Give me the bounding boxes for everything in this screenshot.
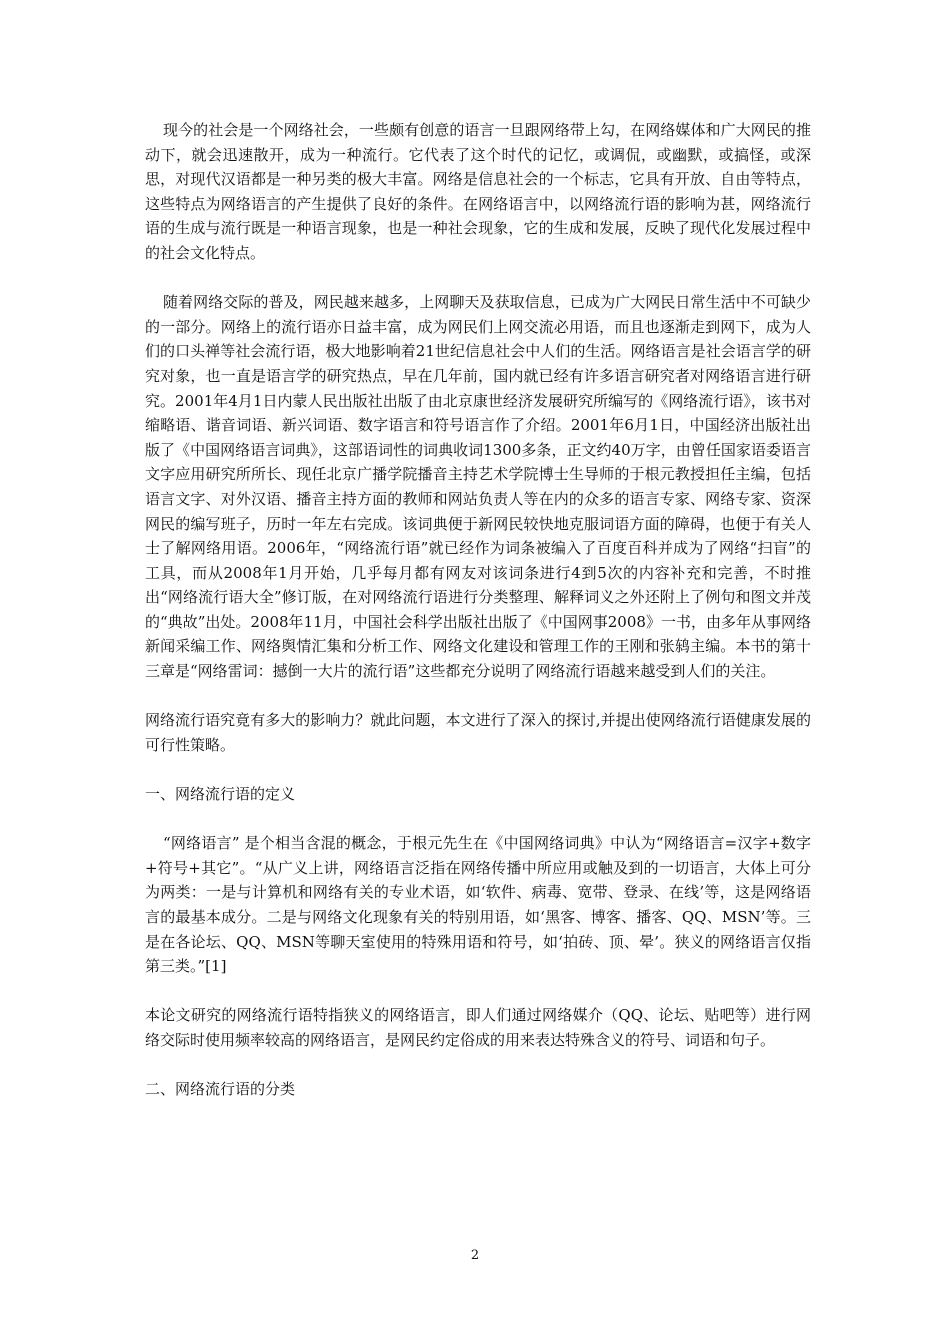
section-heading-definition: 一、网络流行语的定义 bbox=[145, 785, 296, 804]
paragraph-scope: 本论文研究的网络流行语特指狭义的网络语言，即人们通过网络媒介（QQ、论坛、贴吧等）进行网络交际时使用频率较高的网络语言，是网民约定俗成的用来表达特殊含义的符号、词语和句子。 bbox=[145, 1006, 811, 1049]
paragraph-question: 网络流行语究竟有多大的影响力？就此问题，本文进行了深入的探讨,并提出使网络流行语健康发展的可行性策略。 bbox=[145, 711, 811, 754]
document-page bbox=[145, 118, 811, 1126]
paragraph-intro: 现今的社会是一个网络社会，一些颇有创意的语言一旦跟网络带上勾，在网络媒体和广大网民的推动下，就会迅速散开，成为一种流行。它代表了这个时代的记忆，或调侃，或幽默，或搞怪，或深思，对现代汉语都是一种另类的极大丰富。网络是信息社会的一个标志，它具有开放、自由等特点，这些特点为网络语言的产生提供了良好的条件。在网络语言中，以网络流行语的影响为甚，网络流行语的生成与流行既是一种语言现象，也是一种社会现象，它的生成和发展，反映了现代化发展过程中的社会文化特点。 bbox=[145, 121, 811, 262]
page-number: 2 bbox=[470, 1248, 480, 1263]
paragraph-background: 随着网络交际的普及，网民越来越多，上网聊天及获取信息，已成为广大网民日常生活中不可缺少的一部分。网络上的流行语亦日益丰富，成为网民们上网交流必用语，而且也逐渐走到网下，成为人们的口头禅等社会流行语，极大地影响着21世纪信息社会中人们的生活。网络语言是社会语言学的研究对象，也一直是语言学的研究热点，早在几年前，国内就已经有许多语言研究者对网络语言进行研究。2001年4月1日内蒙人民出版社出版了由北京康世经济发展研究所编写的《网络流行语》，该书对缩略语、谐音词语、新兴词语、数字语言和符号语言作了介绍。2001年6月1日，中国经济出版社出版了《中国网络语言词典》，这部语词性的词典收词1300多条，正文约40万字，由曾任国家语委语言文字应用研究所所长、现任北京广播学院播音主持艺术学院博士生导师的于根元教授担任主编，包括语言文字、对外汉语、播音主持方面的教师和网站负责人等在内的众多的语言专家、网络专家、资深网民的编写班子，历时一年左右完成。该词典便于新网民较快地克服词语方面的障碍，也便于有关人士了解网络用语。2006年，“网络流行语”就已经作为词条被编入了百度百科并成为了网络“扫盲”的工具，而从2008年1月开始，几乎每月都有网友对该词条进行4到5次的内容补充和完善，不时推出“网络流行语大全”修订版，在对网络流行语进行分类整理、解释词义之外还附上了例句和图文并茂的“典故”出处。2008年11月，中国社会科学出版社出版了《中国网事2008》一书，由多年从事网络新闻采编工作、网络舆情汇集和分析工作、网络文化建设和管理工作的王刚和张鸫主编。本书的第十三章是“网络雷词：撼倒一大片的流行语”这些都充分说明了网络流行语越来越受到人们的关注。 bbox=[145, 293, 811, 681]
paragraph-definition: “网络语言” 是个相当含混的概念，于根元先生在《中国网络词典》中认为“网络语言=汉字+数字+符号+其它”。“从广义上讲，网络语言泛指在网络传播中所应用或触及到的一切语言，大体上可分为两类：一是与计算机和网络有关的专业术语，如‘软件、病毒、宽带、登录、在线’等，这是网络语言的最基本成分。二是与网络文化现象有关的特别用语，如‘黑客、博客、播客、QQ、MSN’等。三是在各论坛、QQ、MSN等聊天室使用的特殊用语和符号，如‘拍砖、顶、晕’。狭义的网络语言仅指第三类。”[1] bbox=[145, 834, 811, 976]
section-heading-classification: 二、网络流行语的分类 bbox=[145, 1080, 296, 1099]
